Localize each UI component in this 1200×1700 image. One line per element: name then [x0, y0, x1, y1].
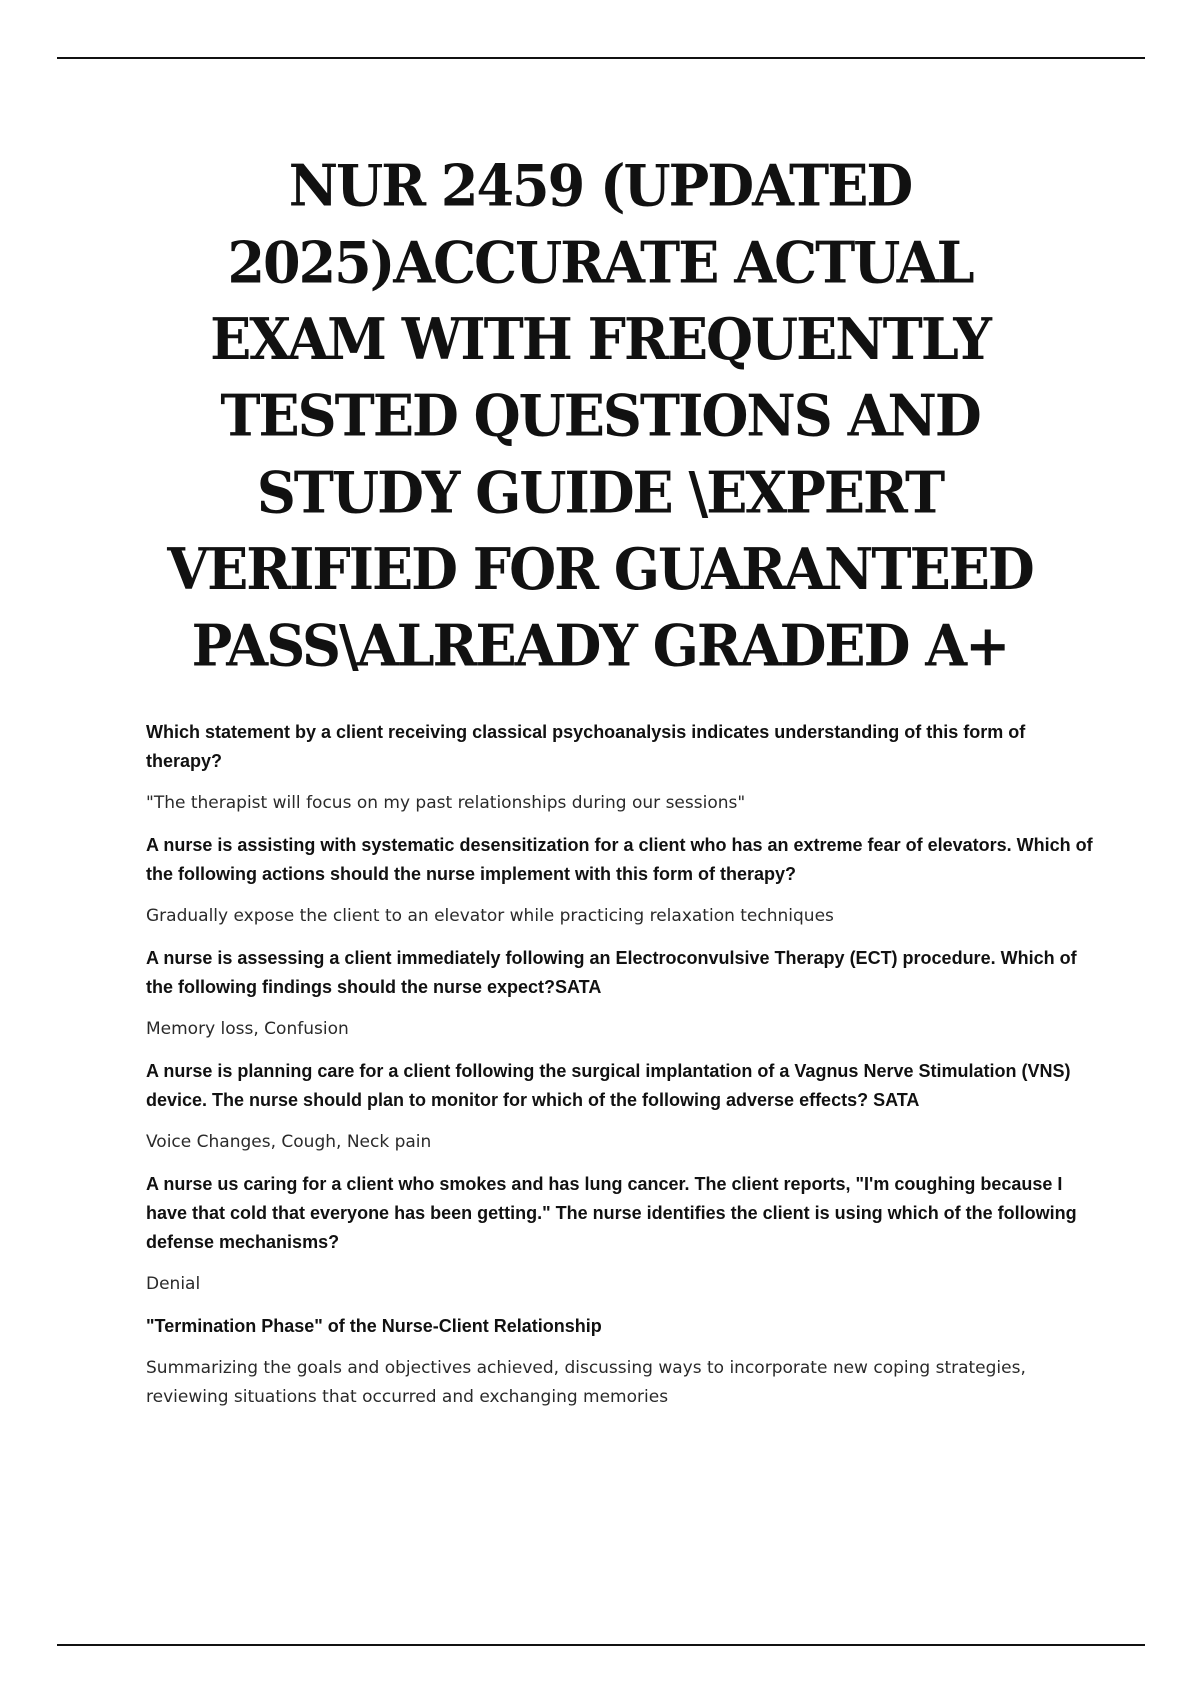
- answer-text: Denial: [146, 1274, 201, 1294]
- answer-text: Summarizing the goals and objectives achieved, discussing ways to incorporate new coping strategies, reviewing situations that occurred and exchanging memories: [146, 1358, 1026, 1407]
- question-text: Which statement by a client receiving classical psychoanalysis indicates understanding of this form of therapy?: [146, 722, 1026, 771]
- title-line: TESTED QUESTIONS AND: [220, 382, 980, 450]
- question-text: A nurse us caring for a client who smokes and has lung cancer. The client reports, "I'm coughing because I have that cold that everyone has been getting." The nurse identifies the client is using which of the following defense mechanisms?: [146, 1174, 1077, 1252]
- answer-text: Gradually expose the client to an elevator while practicing relaxation techniques: [146, 906, 834, 926]
- answer-text: Voice Changes, Cough, Neck pain: [146, 1132, 432, 1152]
- qa-item: [146, 831, 1096, 931]
- qa-item: [146, 1057, 1096, 1157]
- top-rule: [57, 57, 1145, 59]
- qa-item: [146, 1170, 1096, 1299]
- answer-text: "The therapist will focus on my past relationships during our sessions": [146, 793, 746, 813]
- title-line: NUR 2459 (UPDATED: [288, 152, 912, 220]
- document-title: [80, 148, 1120, 685]
- title-line: 2025)ACCURATE ACTUAL: [227, 228, 973, 297]
- answer-text: Memory loss, Confusion: [146, 1019, 349, 1039]
- qa-item: [146, 944, 1096, 1044]
- bottom-rule: [57, 1644, 1145, 1646]
- qa-item: [146, 1312, 1096, 1412]
- question-text: A nurse is assessing a client immediately following an Electroconvulsive Therapy (ECT) procedure. Which of the following findings should the nurse expect?SATA: [146, 948, 1077, 997]
- title-line: EXAM WITH FREQUENTLY: [210, 305, 990, 373]
- question-text: A nurse is planning care for a client following the surgical implantation of a Vagnus Nerve Stimulation (VNS) device. The nurse should plan to monitor for which of the following adverse effects? SATA: [146, 1061, 1071, 1110]
- title-line: VERIFIED FOR GUARANTEED: [167, 535, 1033, 603]
- title-line: PASS\ALREADY GRADED A+: [191, 612, 1009, 680]
- qa-item: [146, 718, 1096, 818]
- question-answer-list: [146, 718, 1096, 1425]
- title-line: STUDY GUIDE \EXPERT: [256, 458, 944, 526]
- question-text: "Termination Phase" of the Nurse-Client Relationship: [146, 1316, 602, 1336]
- question-text: A nurse is assisting with systematic desensitization for a client who has an extreme fear of elevators. Which of the following actions should the nurse implement with this form of therapy?: [146, 835, 1093, 884]
